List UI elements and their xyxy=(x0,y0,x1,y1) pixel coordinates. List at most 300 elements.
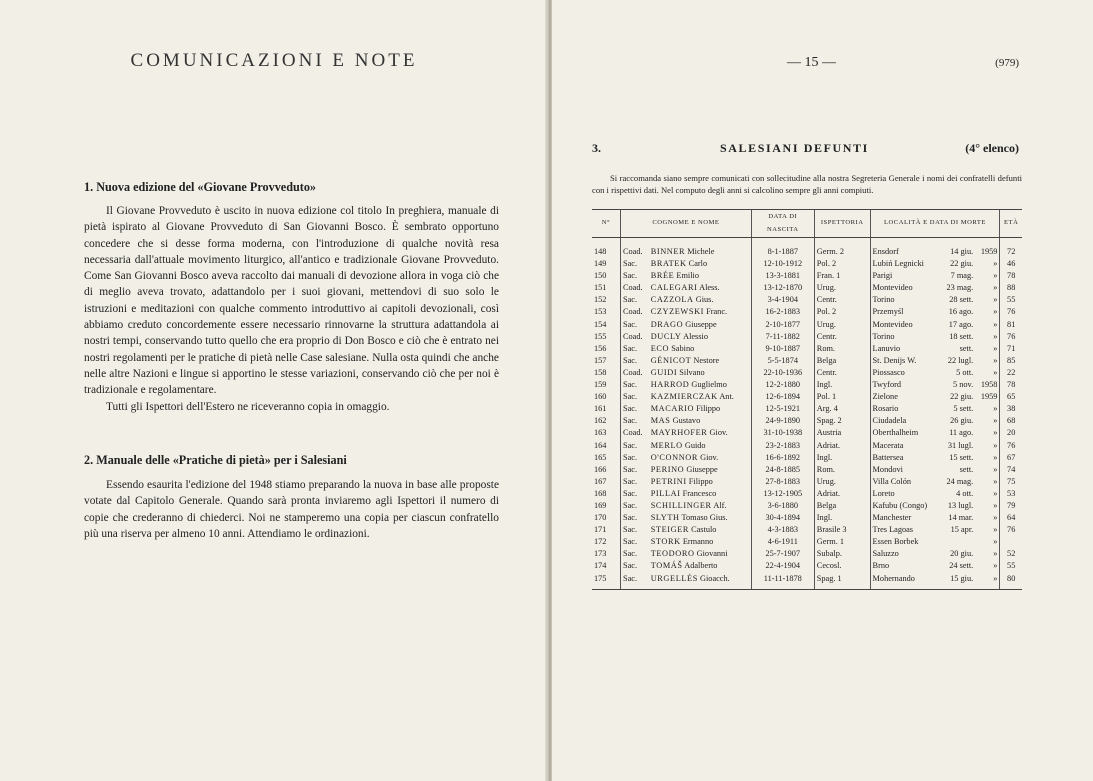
cell-death-year: » xyxy=(993,452,998,462)
cell-death-day: 5 sett. xyxy=(953,404,974,414)
cell-number: 167 xyxy=(594,476,607,486)
page-number: — 15 — xyxy=(787,55,836,70)
cell-surname: PERINO xyxy=(650,464,685,474)
cell-name xyxy=(649,524,752,536)
cell-name xyxy=(649,548,752,560)
cell-birth-date: 30-4-1894 xyxy=(751,512,814,524)
cell-death-day: 15 sett. xyxy=(949,452,974,462)
cell-death-year: » xyxy=(993,331,998,341)
cell-province: Spag. 1 xyxy=(814,573,870,590)
cell-death-day: 24 mag. xyxy=(946,476,974,486)
cell-surname: TOMÁŠ xyxy=(650,561,683,571)
cell-surname: BINNER xyxy=(650,247,686,256)
cell-surname: STEIGER xyxy=(650,525,690,535)
cell-first-name: Giovanni xyxy=(696,549,728,559)
cell-role: Sac. xyxy=(621,319,649,331)
cell-surname: BRATEK xyxy=(650,259,687,269)
cell-death-year: » xyxy=(993,295,998,305)
cell-number: 172 xyxy=(594,537,607,547)
cell-age: 53 xyxy=(1000,488,1022,500)
cell-death-day: 23 mag. xyxy=(946,283,974,293)
cell-surname: MACARIO xyxy=(650,404,695,414)
cell-number: 170 xyxy=(594,513,607,523)
table-row xyxy=(592,258,1022,270)
cell-death-year: » xyxy=(993,319,998,329)
cell-death-day: 7 mag. xyxy=(950,271,974,281)
cell-role: Sac. xyxy=(621,560,649,572)
cell-birth-date: 24-9-1890 xyxy=(751,415,814,427)
cell-place: Mondovi xyxy=(870,464,939,476)
cell-first-name: Francesco xyxy=(682,488,717,498)
cell-role: Sac. xyxy=(621,355,649,367)
cell-province: Pol. 2 xyxy=(814,258,870,270)
cell-surname: PETRINI xyxy=(650,476,687,486)
cell-province: Ingl. xyxy=(814,512,870,524)
cell-first-name: Alessio xyxy=(683,331,708,341)
table-row xyxy=(592,548,1022,560)
section-2-heading: 2. Manuale delle «Pratiche di pietà» per i Salesiani xyxy=(84,453,347,467)
cell-province: Urug. xyxy=(814,319,870,331)
cell-first-name: Silvano xyxy=(679,367,705,377)
table-row xyxy=(592,573,1022,590)
cell-birth-date: 12-5-1921 xyxy=(751,403,814,415)
cell-death-year: » xyxy=(993,355,998,365)
cell-birth-date: 25-7-1907 xyxy=(751,548,814,560)
cell-place: Twyford xyxy=(870,379,939,391)
cell-birth-date: 12-10-1912 xyxy=(751,258,814,270)
cell-province: Urug. xyxy=(814,476,870,488)
cell-number: 169 xyxy=(594,500,607,510)
cell-death-year: » xyxy=(993,500,998,510)
cell-province: Rom. xyxy=(814,343,870,355)
cell-surname: SCHILLINGER xyxy=(650,500,712,510)
cell-age: 65 xyxy=(1000,391,1022,403)
table-row xyxy=(592,367,1022,379)
cell-name xyxy=(649,464,752,476)
cell-death-day: 31 lugl. xyxy=(947,440,974,450)
col-header-birth: DATA DI NASCITA xyxy=(751,210,814,238)
cell-number: 158 xyxy=(594,367,607,377)
cell-first-name: Castulo xyxy=(691,525,717,535)
cell-number: 174 xyxy=(594,561,607,571)
cell-province: Centr. xyxy=(814,294,870,306)
cell-surname: PILLAI xyxy=(650,488,681,498)
cell-province: Germ. 2 xyxy=(814,238,870,259)
cell-death-day: 22 giu. xyxy=(950,259,974,269)
cell-number: 175 xyxy=(592,573,621,590)
cell-place: Saluzzo xyxy=(870,548,939,560)
table-row xyxy=(592,403,1022,415)
cell-death-day: 22 lugl. xyxy=(947,355,974,365)
cell-number: 154 xyxy=(594,319,607,329)
cell-death-year: » xyxy=(993,464,998,474)
table-row xyxy=(592,512,1022,524)
section-number: 3. xyxy=(592,141,601,155)
cell-death-year: » xyxy=(993,283,998,293)
cell-number: 151 xyxy=(594,283,607,293)
table-row xyxy=(592,415,1022,427)
cell-death-year: » xyxy=(993,307,998,317)
cell-name xyxy=(649,319,752,331)
cell-role: Sac. xyxy=(621,270,649,282)
cell-place: Parigi xyxy=(870,270,939,282)
right-page xyxy=(552,0,1093,781)
cell-death-day: 28 sett. xyxy=(949,295,974,305)
cell-death-year: » xyxy=(993,537,998,547)
cell-number: 160 xyxy=(594,392,607,402)
cell-surname: CAZZOLA xyxy=(650,295,694,305)
table-row xyxy=(592,331,1022,343)
cell-first-name: Adalberto xyxy=(684,561,718,571)
cell-age: 72 xyxy=(1000,238,1022,259)
cell-province: Centr. xyxy=(814,331,870,343)
cell-age: 76 xyxy=(1000,331,1022,343)
deceased-table xyxy=(592,209,1022,590)
cell-surname: BRÉE xyxy=(650,271,675,281)
table-row xyxy=(592,476,1022,488)
cell-age: 81 xyxy=(1000,319,1022,331)
cell-birth-date: 24-8-1885 xyxy=(751,464,814,476)
cell-death-year: » xyxy=(993,488,998,498)
cell-surname: CZYZEWSKI xyxy=(650,307,705,317)
cell-first-name: Gioacch. xyxy=(700,573,730,583)
table-row xyxy=(592,391,1022,403)
cell-number: 150 xyxy=(594,271,607,281)
cell-province: Subalp. xyxy=(814,548,870,560)
cell-birth-date: 27-8-1883 xyxy=(751,476,814,488)
cell-place: Lanuvio xyxy=(870,343,939,355)
col-header-name: COGNOME E NOME xyxy=(621,210,752,238)
cell-death-day: 20 giu. xyxy=(950,549,974,559)
cell-place: Brno xyxy=(870,560,939,572)
cell-name xyxy=(649,500,752,512)
cell-number: 163 xyxy=(594,428,607,438)
cell-name xyxy=(649,282,752,294)
col-header-place-date: LOCALITÀ E DATA DI MORTE xyxy=(870,210,1000,238)
cell-death-day: 5 ott. xyxy=(956,367,974,377)
cell-number: 152 xyxy=(594,295,607,305)
cell-name xyxy=(649,536,752,548)
cell-birth-date: 4-6-1911 xyxy=(751,536,814,548)
cell-birth-date: 23-2-1883 xyxy=(751,440,814,452)
cell-number: 159 xyxy=(594,380,607,390)
table-row xyxy=(592,282,1022,294)
cell-death-year: » xyxy=(993,271,998,281)
cell-role: Sac. xyxy=(621,440,649,452)
cell-age: 78 xyxy=(1000,270,1022,282)
section-2-body xyxy=(84,477,499,542)
cell-birth-date: 4-3-1883 xyxy=(751,524,814,536)
table-row xyxy=(592,355,1022,367)
cell-name xyxy=(649,427,752,439)
cell-province: Ingl. xyxy=(814,379,870,391)
cell-place: Lubiń Legnicki xyxy=(870,258,939,270)
cell-name xyxy=(649,258,752,270)
cell-age: 38 xyxy=(1000,403,1022,415)
table-row xyxy=(592,524,1022,536)
cell-age: 76 xyxy=(1000,524,1022,536)
cell-birth-date: 11-11-1878 xyxy=(751,573,814,590)
cell-role: Sac. xyxy=(621,403,649,415)
cell-first-name: Emilio xyxy=(676,271,699,281)
cell-death-day: 18 sett. xyxy=(949,331,974,341)
cell-first-name: Ant. xyxy=(719,392,734,402)
cell-role: Coad. xyxy=(621,238,649,259)
cell-first-name: Gius. xyxy=(695,295,714,305)
cell-role: Coad. xyxy=(621,306,649,318)
cell-age: 52 xyxy=(1000,548,1022,560)
cell-number: 162 xyxy=(594,416,607,426)
cell-role: Sac. xyxy=(621,548,649,560)
cell-role: Sac. xyxy=(621,476,649,488)
cell-death-year: 1958 xyxy=(980,380,998,390)
cell-name xyxy=(649,238,752,259)
cell-age: 46 xyxy=(1000,258,1022,270)
cell-birth-date: 16-6-1892 xyxy=(751,452,814,464)
cell-death-year: » xyxy=(993,561,998,571)
cell-province: Spag. 2 xyxy=(814,415,870,427)
cell-name xyxy=(649,367,752,379)
cell-place: Torino xyxy=(870,331,939,343)
cell-death-day: 24 sett. xyxy=(949,561,974,571)
cell-birth-date: 12-2-1880 xyxy=(751,379,814,391)
cell-death-year: » xyxy=(993,404,998,414)
cell-first-name: Giov. xyxy=(700,452,719,462)
cell-age: 80 xyxy=(1000,573,1022,590)
cell-age: 55 xyxy=(1000,560,1022,572)
cell-first-name: Michele xyxy=(687,247,715,256)
cell-death-year: » xyxy=(993,259,998,269)
cell-birth-date: 16-2-1883 xyxy=(751,306,814,318)
table-row xyxy=(592,536,1022,548)
cell-age: 71 xyxy=(1000,343,1022,355)
table-row xyxy=(592,452,1022,464)
cell-name xyxy=(649,306,752,318)
cell-age: 68 xyxy=(1000,415,1022,427)
cell-death-day: sett. xyxy=(959,343,974,353)
cell-name xyxy=(649,403,752,415)
cell-place: Loreto xyxy=(870,488,939,500)
section-1-body xyxy=(84,203,499,415)
cell-surname: CALEGARI xyxy=(650,283,698,293)
cell-death-day: sett. xyxy=(959,464,974,474)
cell-birth-date: 12-6-1894 xyxy=(751,391,814,403)
cell-death-year: » xyxy=(993,367,998,377)
cell-role: Sac. xyxy=(621,524,649,536)
cell-death-day: 5 nov. xyxy=(953,380,974,390)
col-header-province: ISPETTORIA xyxy=(814,210,870,238)
cell-name xyxy=(649,343,752,355)
table-row xyxy=(592,319,1022,331)
cell-place: Oberthalheim xyxy=(870,427,939,439)
cell-first-name: Giuseppe xyxy=(685,319,717,329)
cell-number: 165 xyxy=(594,452,607,462)
cell-birth-date: 9-10-1887 xyxy=(751,343,814,355)
cell-first-name: Ermanno xyxy=(682,537,714,547)
cell-first-name: Guglielmo xyxy=(691,380,727,390)
cell-first-name: Filippo xyxy=(696,404,721,414)
cell-birth-date: 13-12-1905 xyxy=(751,488,814,500)
cell-province: Centr. xyxy=(814,367,870,379)
cell-birth-date: 13-3-1881 xyxy=(751,270,814,282)
cell-age: 85 xyxy=(1000,355,1022,367)
cell-role: Sac. xyxy=(621,512,649,524)
cell-place: Tres Lagoas xyxy=(870,524,939,536)
cell-province: Pol. 1 xyxy=(814,391,870,403)
cell-death-day: 13 lugl. xyxy=(947,500,974,510)
cell-role: Coad. xyxy=(621,427,649,439)
cell-place: Rosario xyxy=(870,403,939,415)
cell-surname: GÉNICOT xyxy=(650,355,692,365)
cell-birth-date: 3-4-1904 xyxy=(751,294,814,306)
cell-role: Sac. xyxy=(621,536,649,548)
section-1-paragraph: Il Giovane Provveduto è uscito in nuova edizione col titolo In preghiera, manuale di pietà ispirato al Giovane Provveduto di San Giovanni Bosco. È sembrato opportuno concedere che si desse forma moderna, con l'introduzione di qualche novità resa necessaria dall'attuale movimento liturgico, all'antico e tradizionale Giovane Provveduto. Come San Giovanni Bosco aveva raccolto dai manuali di devozione allora in voga ciò che di meglio aveva trovato, adattandolo per i suoi giovani, mettendovi di suo solo le istruzioni e meditazioni con qualche commento introduttivo ai capitoli devozionali, così abbiamo creduto concordemente essere necessario rinnovarne la struttura adattandola ai nostri tempi, conservando tutto quello che era proprio di Don Bosco e ciò che è entrato nei nostri regolamenti per le pratiche di pietà nelle Case salesiane. Nulla osta quindi che anche nelle altre Nazioni e lingue si apportino le stesse variazioni, conservando ciò che per noi è tradizionale e regolamentare. xyxy=(84,205,499,397)
cell-number: 173 xyxy=(594,549,607,559)
cell-name xyxy=(649,355,752,367)
cell-name xyxy=(649,476,752,488)
cell-number: 168 xyxy=(594,488,607,498)
intro-text xyxy=(592,172,1022,196)
cell-province: Belga xyxy=(814,355,870,367)
section-2-paragraph: Essendo esaurita l'edizione del 1948 stiamo preparando la nuova in base alle proposte votate dal Capitolo Generale. Quando sarà pronta inviaremo agli Ispettori il numero di copie che crederanno di chiederci. Noi ne stamperemo una copia per ciascun confratello più una riserva per almeno 10 anni. Attendiamo le ordinazioni. xyxy=(84,479,499,540)
cell-death-day: 22 giu. xyxy=(950,392,974,402)
table-row xyxy=(592,440,1022,452)
cell-age: 88 xyxy=(1000,282,1022,294)
cell-place: Villa Colón xyxy=(870,476,939,488)
cell-number: 157 xyxy=(594,355,607,365)
cell-death-day: 4 ott. xyxy=(956,488,974,498)
cell-number: 155 xyxy=(594,331,607,341)
cell-place: Ciudadela xyxy=(870,415,939,427)
cell-name xyxy=(649,379,752,391)
cell-place: Kafubu (Congo) xyxy=(870,500,939,512)
cell-role: Sac. xyxy=(621,294,649,306)
cell-first-name: Giov. xyxy=(709,428,728,438)
cell-birth-date: 5-5-1874 xyxy=(751,355,814,367)
cell-place: Manchester xyxy=(870,512,939,524)
cell-birth-date: 22-4-1904 xyxy=(751,560,814,572)
cell-age: 67 xyxy=(1000,452,1022,464)
cell-name xyxy=(649,560,752,572)
cell-birth-date: 3-6-1880 xyxy=(751,500,814,512)
cell-birth-date: 31-10-1938 xyxy=(751,427,814,439)
cell-place: Essen Borbek xyxy=(870,536,939,548)
cell-role: Coad. xyxy=(621,367,649,379)
cell-surname: DUCLY xyxy=(650,331,682,341)
cell-place: Piossasco xyxy=(870,367,939,379)
page-reference: (979) xyxy=(995,57,1019,69)
cell-age xyxy=(1000,536,1022,548)
cell-death-year: » xyxy=(993,343,998,353)
table-row xyxy=(592,560,1022,572)
cell-province: Brasile 3 xyxy=(814,524,870,536)
cell-surname: O'CONNOR xyxy=(650,452,699,462)
table-row xyxy=(592,488,1022,500)
cell-surname: URGELLÉS xyxy=(650,573,698,583)
cell-age: 74 xyxy=(1000,464,1022,476)
cell-age: 75 xyxy=(1000,476,1022,488)
cell-place: Zielone xyxy=(870,391,939,403)
cell-place: Mohernando xyxy=(870,573,939,590)
cell-role: Sac. xyxy=(621,452,649,464)
cell-age: 78 xyxy=(1000,379,1022,391)
table-body xyxy=(592,238,1022,590)
table-row xyxy=(592,238,1022,259)
cell-place: Montevideo xyxy=(870,319,939,331)
cell-death-day: 17 ago. xyxy=(948,319,974,329)
cell-role: Sac. xyxy=(621,415,649,427)
cell-age: 76 xyxy=(1000,306,1022,318)
cell-death-day xyxy=(939,536,975,548)
cell-surname: MAYRHOFER xyxy=(650,428,708,438)
cell-province: Adriat. xyxy=(814,440,870,452)
cell-place: Battersea xyxy=(870,452,939,464)
cell-place: Torino xyxy=(870,294,939,306)
section-1-heading: 1. Nuova edizione del «Giovane Provveduto» xyxy=(84,180,317,194)
cell-province: Belga xyxy=(814,500,870,512)
cell-first-name: Carlo xyxy=(688,259,708,269)
cell-first-name: Nestore xyxy=(693,355,720,365)
cell-birth-date: 13-12-1870 xyxy=(751,282,814,294)
cell-name xyxy=(649,294,752,306)
cell-surname: TEODORO xyxy=(650,549,695,559)
cell-first-name: Gustavo xyxy=(672,416,701,426)
cell-death-day: 14 mar. xyxy=(948,513,974,523)
cell-age: 20 xyxy=(1000,427,1022,439)
cell-death-day: 15 apr. xyxy=(950,525,974,535)
table-row xyxy=(592,343,1022,355)
page-title: COMUNICAZIONI E NOTE xyxy=(130,50,418,71)
cell-age: 55 xyxy=(1000,294,1022,306)
cell-role: Sac. xyxy=(621,488,649,500)
section-title: SALESIANI DEFUNTI xyxy=(720,141,869,155)
table-row xyxy=(592,500,1022,512)
intro-paragraph: Si raccomanda siano sempre comunicati con sollecitudine alla nostra Segreteria Generale i nomi dei confratelli defunti con i rispettivi dati. Nel computo degli anni si calcolino sempre gli anni compiuti. xyxy=(592,173,1022,195)
cell-province: Germ. 1 xyxy=(814,536,870,548)
cell-name xyxy=(649,270,752,282)
cell-surname: MERLO xyxy=(650,440,683,450)
table-row xyxy=(592,427,1022,439)
cell-death-day: 15 giu. xyxy=(939,573,975,590)
cell-place: St. Denijs W. xyxy=(870,355,939,367)
cell-surname: STORK xyxy=(650,537,681,547)
cell-surname: DRAGO xyxy=(650,319,684,329)
cell-number: 156 xyxy=(594,343,607,353)
cell-province: Adriat. xyxy=(814,488,870,500)
cell-province: Ingl. xyxy=(814,452,870,464)
cell-age: 22 xyxy=(1000,367,1022,379)
cell-province: Pol. 2 xyxy=(814,306,870,318)
col-header-age: ETÀ xyxy=(1000,210,1022,238)
cell-death-year: » xyxy=(993,476,998,486)
cell-first-name: Filippo xyxy=(688,476,713,486)
cell-name xyxy=(649,391,752,403)
cell-death-year: » xyxy=(993,549,998,559)
cell-surname: MAS xyxy=(650,416,671,426)
cell-role: Coad. xyxy=(621,331,649,343)
table-row xyxy=(592,270,1022,282)
cell-death-year: 1959 xyxy=(980,392,998,402)
cell-number: 164 xyxy=(594,440,607,450)
cell-role: Sac. xyxy=(621,343,649,355)
col-header-number: N° xyxy=(592,210,621,238)
cell-death-year: » xyxy=(993,428,998,438)
cell-birth-date: 7-11-1882 xyxy=(751,331,814,343)
cell-first-name: Alf. xyxy=(713,500,727,510)
cell-death-year: » xyxy=(993,513,998,523)
cell-role: Sac. xyxy=(621,391,649,403)
cell-name xyxy=(649,512,752,524)
